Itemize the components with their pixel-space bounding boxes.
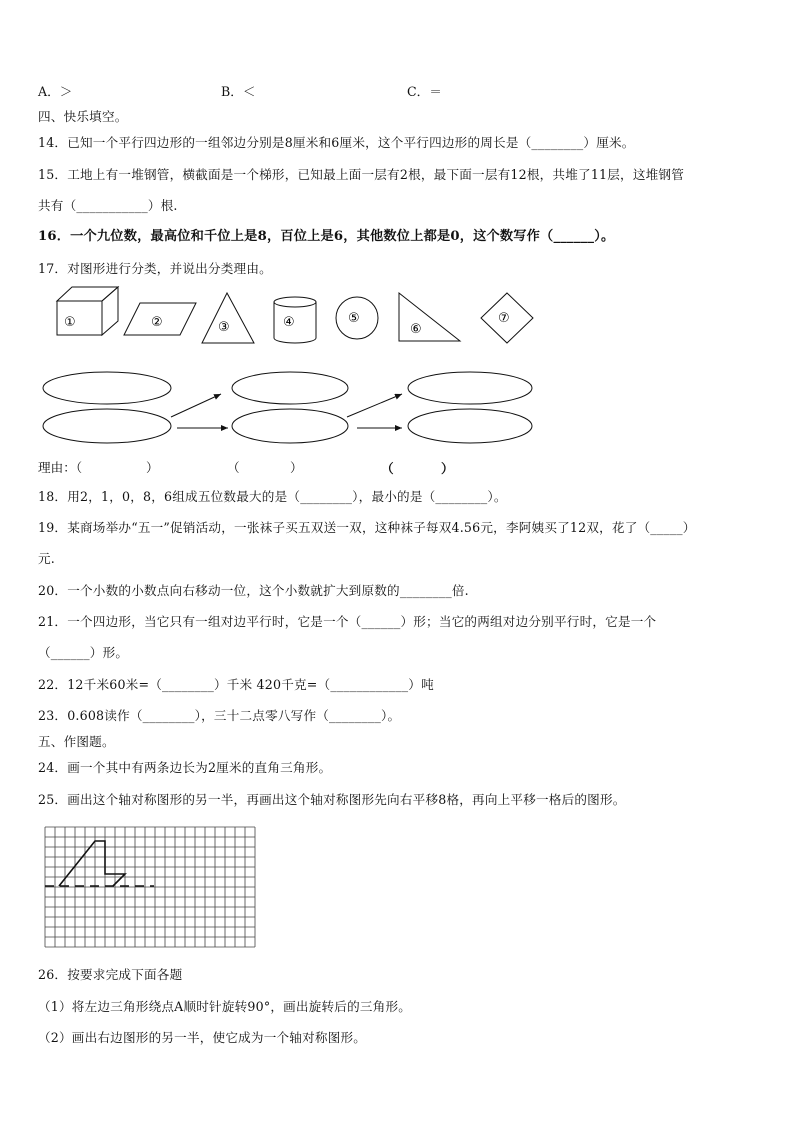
class-ellipse-6 <box>408 409 532 443</box>
question-17: 17．对图形进行分类，并说出分类理由。 <box>38 261 272 276</box>
shape-label-4: ④ <box>283 315 295 330</box>
question-14: 14．已知一个平行四边形的一组邻边分别是8厘米和6厘米，这个平行四边形的周长是（________）厘米。 <box>38 135 635 150</box>
shape-label-2: ② <box>151 315 163 330</box>
shape-label-5: ⑤ <box>348 311 360 326</box>
section-5-title: 五、作图题。 <box>38 734 115 749</box>
question-23: 23．0.608读作（________），三十二点零八写作（________）。 <box>38 708 401 723</box>
question-21-line2: （______）形。 <box>38 645 129 660</box>
question-15-line2: 共有（___________）根. <box>38 198 178 213</box>
reason-paren-1: ） <box>146 460 159 475</box>
class-ellipse-3 <box>232 372 348 404</box>
shapes-figure <box>0 285 794 355</box>
question-16: 16．一个九位数，最高位和千位上是8，百位上是6，其他数位上都是0，这个数写作（______）。 <box>38 229 615 244</box>
reason-paren-5: ） <box>441 461 454 476</box>
arrow-3 <box>347 394 402 417</box>
arrow-1 <box>171 394 221 417</box>
question-15-line1: 15．工地上有一堆钢管，横截面是一个梯形，已知最上面一层有2根，最下面一层有12根，共堆了11层，这堆钢管 <box>38 167 684 182</box>
option-b: B．＜ <box>221 84 256 99</box>
shape-label-3: ③ <box>218 320 230 335</box>
question-21-line1: 21．一个四边形，当它只有一组对边平行时，它是一个（______）形；当它的两组对边分别平行时，它是一个 <box>38 614 657 629</box>
question-26: 26．按要求完成下面各题 <box>38 967 183 982</box>
cylinder-shape <box>274 297 316 343</box>
right-triangle-shape <box>399 293 460 341</box>
shape-label-7: ⑦ <box>498 311 510 326</box>
triangle-shape <box>202 293 254 343</box>
class-ellipse-1 <box>43 372 171 404</box>
reason-paren-2: （ <box>227 460 240 475</box>
question-22: 22．12千米60米=（________）千米 420千克=（____________）吨 <box>38 677 434 692</box>
class-ellipse-5 <box>408 372 532 404</box>
classification-diagram <box>0 365 794 450</box>
grid-figure <box>44 826 258 948</box>
shape-label-1: ① <box>64 315 76 330</box>
question-20: 20．一个小数的小数点向右移动一位，这个小数就扩大到原数的________倍. <box>38 583 469 598</box>
question-26-part1: （1）将左边三角形绕点A顺时针旋转90°，画出旋转后的三角形。 <box>38 999 412 1014</box>
question-24: 24．画一个其中有两条边长为2厘米的直角三角形。 <box>38 760 332 775</box>
reason-label: 理由：（ <box>38 460 83 475</box>
class-ellipse-4 <box>232 409 348 443</box>
shape-label-6: ⑥ <box>410 322 422 337</box>
class-ellipse-2 <box>43 409 171 443</box>
question-19-line2: 元. <box>38 551 55 566</box>
question-25: 25．画出这个轴对称图形的另一半，再画出这个轴对称图形先向右平移8格，再向上平移一格后的图形。 <box>38 792 626 807</box>
section-4-title: 四、快乐填空。 <box>38 109 128 124</box>
question-18: 18．用2，1，0，8，6组成五位数最大的是（________），最小的是（________）。 <box>38 489 507 504</box>
question-26-part2: （2）画出右边图形的另一半，使它成为一个轴对称图形。 <box>38 1030 367 1045</box>
question-19-line1: 19．某商场举办“五一”促销活动，一张袜子买五双送一双，这种袜子每双4.56元，李阿姨买了12双，花了（_____） <box>38 520 696 535</box>
option-a: A．＞ <box>38 84 73 99</box>
reason-paren-3: ） <box>290 460 303 475</box>
reason-paren-4: （ <box>381 461 394 476</box>
option-c: C．＝ <box>407 84 442 99</box>
